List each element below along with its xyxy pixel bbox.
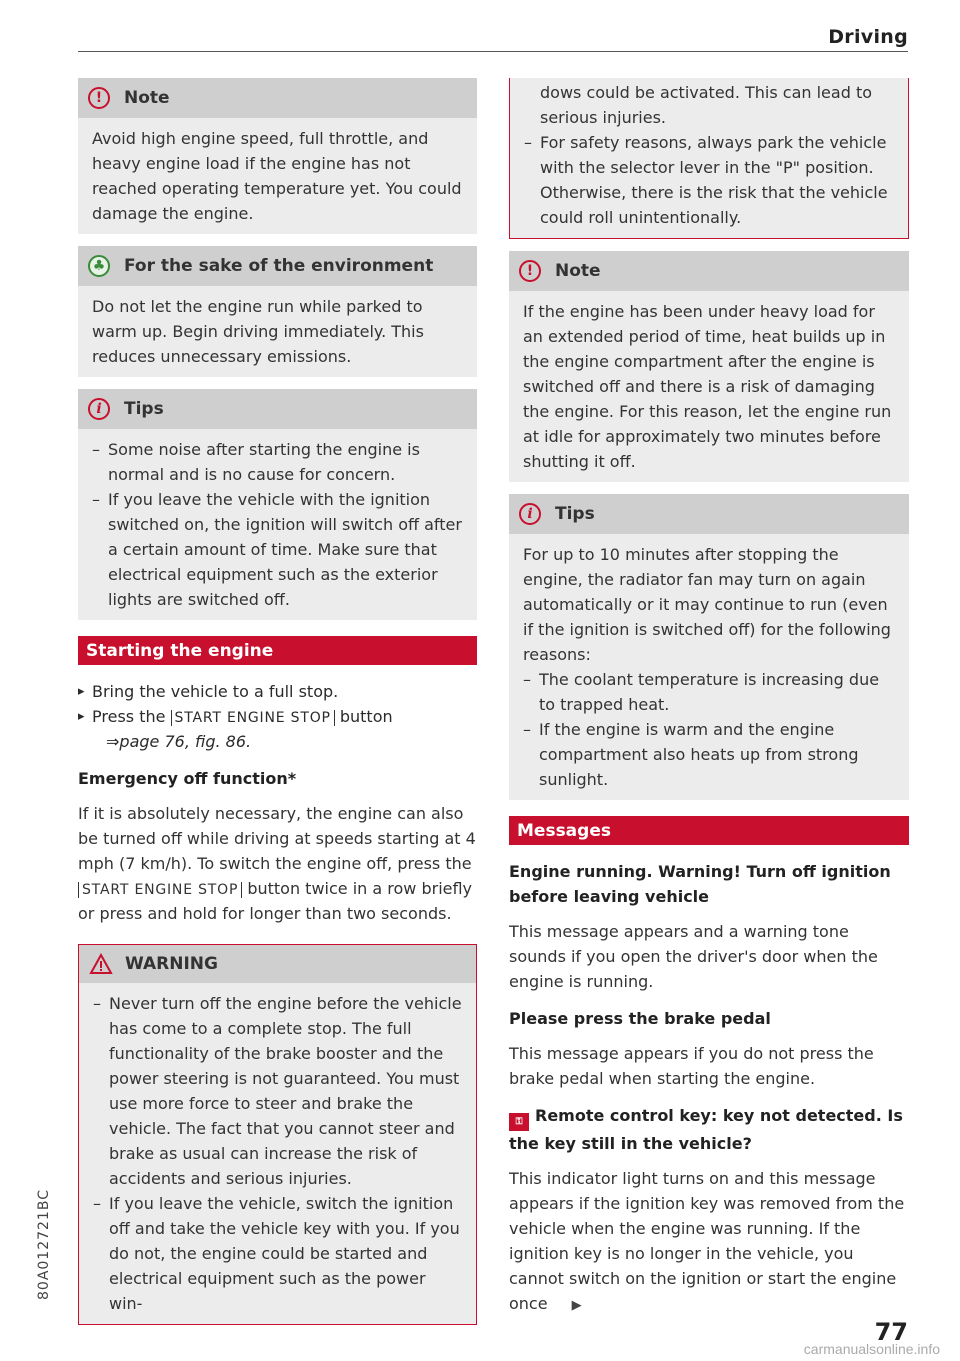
emergency-text-pre: If it is absolutely necessary, the engine can also be turned off while driving at speeds starting at 4 mph (7 km/h). To switch the engine off, press the — [78, 804, 476, 873]
step-text: button — [339, 707, 393, 726]
step-item — [78, 704, 477, 754]
list-item: – Some noise after starting the engine is normal and is no cause for concern. — [92, 437, 463, 487]
tips-list — [92, 437, 463, 612]
tips-title: Tips — [124, 399, 164, 419]
document-code: 80A012721BC — [36, 1189, 52, 1300]
message-text-key-not-detected — [509, 1166, 909, 1318]
note-icon: ! — [519, 260, 541, 282]
message-heading-engine-running: Engine running. Warning! Turn off ignition before leaving vehicle — [509, 862, 891, 906]
note-box-right — [509, 251, 909, 482]
tips-box — [78, 389, 477, 620]
environment-box — [78, 246, 477, 377]
list-item: – If you leave the vehicle with the ignition switched on, the ignition will switch off after a certain amount of time. Make sure that electrical equipment such as the exterior lights are switched off. — [92, 487, 463, 612]
tips-right-body — [509, 534, 909, 800]
message-text-key: This indicator light turns on and this message appears if the ignition key was removed from the vehicle when the engine was running. If the ignition key is no longer in the vehicle, you cannot switch on the ignition or start the engine once — [509, 1169, 905, 1313]
page-number: 77 — [874, 1318, 908, 1346]
continue-arrow-icon: ▶ — [571, 1298, 582, 1313]
header-rule — [78, 51, 908, 52]
info-icon: i — [88, 398, 110, 420]
warning-continued-text: dows could be activated. This can lead to serious injuries. — [540, 83, 872, 127]
left-column — [78, 78, 477, 1337]
starting-steps — [78, 679, 477, 754]
environment-body — [78, 286, 477, 377]
note-text: Avoid high engine speed, full throttle, and heavy engine load if the engine has not reached operating temperature yet. You could damage the engine. — [92, 129, 462, 223]
warning-title: WARNING — [125, 954, 218, 974]
environment-text: Do not let the engine run while parked to warm up. Begin driving immediately. This reduces unnecessary emissions. — [92, 297, 424, 366]
note-title: Note — [124, 88, 170, 108]
section-title-starting: Starting the engine — [78, 636, 477, 665]
emergency-text-post: button twice in a row briefly or press and hold for longer than two seconds. — [78, 879, 473, 923]
tips-right-list — [523, 667, 895, 792]
warning-box — [78, 944, 477, 1325]
info-icon: i — [519, 503, 541, 525]
key-indicator-icon: ⚿ — [509, 1113, 529, 1131]
note-right-body — [509, 291, 909, 482]
environment-icon: ♣ — [88, 255, 110, 277]
page-reference-link[interactable]: ⇒page 76, fig. 86. — [106, 732, 252, 751]
page-header-title: Driving — [828, 26, 908, 48]
list-item: – Never turn off the engine before the vehicle has come to a complete stop. The full functionality of the brake booster and the power steering is not guaranteed. You must use more force to steer and brake the vehicle. The fact that you cannot steer and brake as usual can increase the risk of accidents and serious injuries. — [93, 991, 462, 1191]
list-item: – If you leave the vehicle, switch the ignition off and take the vehicle key with you. If you do not, the engine could be started and electrical equipment such as the power win- — [93, 1191, 462, 1316]
step-item: ▸ Bring the vehicle to a full stop. — [78, 679, 477, 704]
section-title-messages: Messages — [509, 816, 909, 845]
note-body — [78, 118, 477, 234]
tips-box-right-header — [509, 494, 909, 534]
note-box — [78, 78, 477, 234]
tips-body — [78, 429, 477, 620]
warning-body — [79, 983, 476, 1324]
note-icon: ! — [88, 87, 110, 109]
tips-box-header — [78, 389, 477, 429]
start-engine-stop-key: START ENGINE STOP — [171, 710, 335, 726]
warning-box-header — [79, 945, 476, 983]
tips-text: For up to 10 minutes after stopping the engine, the radiator fan may turn on again automatically or it may continue to run (even if the ignition is switched off) for the following reasons: — [523, 545, 891, 664]
tips-title: Tips — [555, 504, 595, 524]
step-text: Press the — [92, 707, 166, 726]
environment-title: For the sake of the environment — [124, 256, 434, 276]
list-item: – The coolant temperature is increasing due to trapped heat. — [523, 667, 895, 717]
list-item: – For safety reasons, always park the vehicle with the selector lever in the "P" position. Otherwise, there is the risk that the vehicle could roll unintentionally. — [524, 130, 894, 230]
warning-list — [93, 991, 462, 1316]
emergency-heading: Emergency off function* — [78, 769, 297, 788]
note-box-right-header — [509, 251, 909, 291]
message-text-brake-pedal: This message appears if you do not press the brake pedal when starting the engine. — [509, 1044, 874, 1088]
start-engine-stop-key: START ENGINE STOP — [78, 882, 242, 898]
warning-continued-list — [524, 130, 894, 230]
message-heading-key-text: Remote control key: key not detected. Is the key still in the vehicle? — [509, 1106, 903, 1153]
list-item: – If the engine is warm and the engine compartment also heats up from strong sunlight. — [523, 717, 895, 792]
right-column — [509, 78, 909, 1330]
note-box-header — [78, 78, 477, 118]
warning-continued-body — [510, 78, 908, 238]
note-title: Note — [555, 261, 601, 281]
emergency-text — [78, 801, 477, 926]
watermark: carmanualsonline.info — [803, 1341, 940, 1357]
note-text: If the engine has been under heavy load for an extended period of time, heat builds up in the engine compartment after the engine is switched off and there is a risk of damaging the engine. For this reason, let the engine run at idle for approximately two minutes before shutting it off. — [523, 302, 892, 471]
warning-box-continued — [509, 78, 909, 239]
message-heading-brake-pedal: Please press the brake pedal — [509, 1009, 771, 1028]
tips-box-right — [509, 494, 909, 800]
environment-box-header — [78, 246, 477, 286]
warning-triangle-icon — [89, 953, 113, 975]
message-text-engine-running: This message appears and a warning tone sounds if you open the driver's door when the engine is running. — [509, 922, 878, 991]
message-heading-key-not-detected — [509, 1103, 909, 1156]
